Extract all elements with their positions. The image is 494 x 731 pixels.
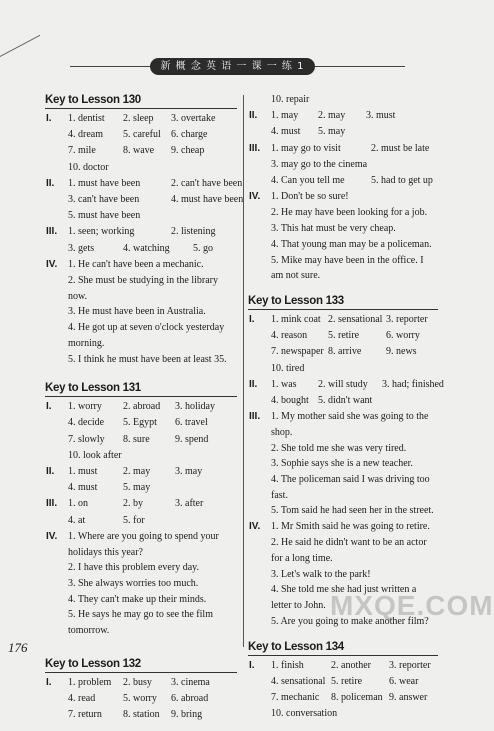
answer-row bbox=[248, 141, 438, 157]
answer-sentence: 3. Let's walk to the park! bbox=[271, 568, 371, 580]
exercise-number bbox=[248, 582, 271, 613]
answer-row bbox=[45, 560, 237, 576]
answer-row bbox=[248, 441, 438, 457]
answer-row bbox=[45, 143, 237, 159]
answer-item: 3. may bbox=[175, 466, 203, 478]
exercise-number: II. bbox=[46, 466, 55, 478]
answer-item: 4. dream bbox=[68, 129, 103, 141]
exercise-number bbox=[248, 456, 271, 472]
answer-item: 1. worry bbox=[68, 401, 102, 413]
exercise-number bbox=[248, 237, 271, 253]
answer-sentence: 4. He got up at seven o'clock yesterday morning. bbox=[68, 322, 225, 349]
exercise-number bbox=[248, 344, 271, 360]
answer-sentence: 2. She told me she was very tired. bbox=[271, 442, 407, 454]
answer-item: 1. on bbox=[68, 498, 88, 510]
answer-row bbox=[248, 108, 438, 124]
page-corner-line bbox=[0, 35, 40, 107]
answer-row bbox=[248, 393, 438, 409]
answer-sentence: 1. My mother said she was going to the shop. bbox=[271, 411, 429, 438]
answer-row bbox=[45, 176, 243, 192]
exercise-number bbox=[45, 160, 68, 176]
answer-row bbox=[45, 320, 237, 351]
answer-item: 9. answer bbox=[389, 691, 428, 703]
exercise-number: III. bbox=[46, 498, 58, 510]
answer-item: 5. must have been bbox=[68, 210, 141, 222]
answer-row bbox=[45, 496, 237, 512]
answer-item: 4. bought bbox=[271, 394, 309, 406]
answer-item: 8. policeman bbox=[331, 691, 383, 703]
answer-row bbox=[45, 208, 237, 224]
answer-sentence: 2. I have this problem every day. bbox=[68, 562, 199, 574]
answer-row bbox=[45, 513, 237, 529]
answer-item: 4. sensational bbox=[271, 675, 326, 687]
header-rule-right bbox=[315, 66, 405, 67]
answer-row bbox=[248, 519, 438, 535]
exercise-number: IV. bbox=[249, 521, 261, 533]
answer-item: 9. news bbox=[386, 346, 417, 358]
lesson-key-title: Key to Lesson 131 bbox=[45, 381, 237, 397]
answer-row bbox=[45, 607, 237, 638]
answer-item: 2. busy bbox=[123, 676, 152, 688]
answer-item: 8. station bbox=[123, 709, 160, 721]
answer-row bbox=[45, 707, 237, 723]
answer-item: 3. cinema bbox=[171, 676, 210, 688]
answer-sentence: 5. I think he must have been at least 35. bbox=[68, 353, 227, 365]
answer-item: 4. must have been bbox=[171, 194, 244, 206]
lesson-key-title: Key to Lesson 130 bbox=[45, 93, 237, 109]
answer-item: 1. must have been bbox=[68, 177, 141, 189]
exercise-number: I. bbox=[249, 313, 255, 325]
answer-row bbox=[45, 448, 237, 464]
lesson-key-title: Key to Lesson 134 bbox=[248, 640, 438, 656]
answer-section bbox=[248, 294, 444, 630]
answer-sentence: 1. Don't be so sure! bbox=[271, 191, 349, 203]
answer-item: 8. arrive bbox=[328, 346, 362, 358]
answer-row bbox=[248, 409, 438, 440]
answer-sentence: 4. The policeman said I was driving too fast. bbox=[271, 473, 430, 501]
page-number: 176 bbox=[8, 640, 28, 655]
answer-item: 6. abroad bbox=[171, 693, 209, 704]
answer-row bbox=[248, 328, 438, 344]
answer-row bbox=[45, 224, 237, 240]
watermark: MXQE.COM bbox=[330, 590, 494, 621]
exercise-number bbox=[45, 273, 68, 304]
exercise-number bbox=[248, 253, 271, 284]
answer-row bbox=[45, 576, 237, 592]
exercise-number bbox=[248, 535, 271, 566]
exercise-number bbox=[248, 706, 271, 722]
answer-sentence: 4. That young man may be a policeman. bbox=[271, 238, 432, 250]
column-divider bbox=[243, 95, 244, 647]
exercise-number bbox=[45, 560, 68, 576]
answer-row bbox=[45, 160, 237, 176]
exercise-number bbox=[248, 157, 271, 173]
answer-item: 3. overtake bbox=[171, 113, 216, 124]
answer-sentence: 1. Mr Smith said he was going to retire. bbox=[271, 521, 430, 533]
answer-item: 4. watching bbox=[123, 242, 170, 254]
exercise-number bbox=[45, 576, 68, 592]
answer-sentence: 5. Mike may have been in the office. I am not sure. bbox=[271, 254, 424, 282]
exercise-number bbox=[248, 690, 271, 706]
exercise-number: III. bbox=[249, 411, 261, 423]
answer-row bbox=[45, 304, 237, 320]
answer-item: 5. Egypt bbox=[123, 417, 157, 429]
answer-item: 5. retire bbox=[328, 330, 360, 342]
exercise-number bbox=[45, 352, 68, 368]
exercise-number: II. bbox=[249, 110, 258, 122]
exercise-number: I. bbox=[46, 676, 52, 688]
exercise-number bbox=[45, 415, 68, 431]
answer-row bbox=[45, 192, 244, 208]
exercise-number bbox=[45, 320, 68, 351]
answer-item: 4. read bbox=[68, 693, 96, 704]
answer-item: 2. listening bbox=[171, 226, 216, 238]
answer-row bbox=[248, 674, 438, 690]
exercise-number bbox=[248, 205, 271, 221]
answer-item: 1. must bbox=[68, 466, 98, 478]
answer-row bbox=[248, 456, 438, 472]
answer-item: 3. gets bbox=[68, 242, 95, 254]
answer-item: 3. holiday bbox=[175, 401, 215, 413]
header-band: 新 概 念 英 语 一 课 一 练 1 bbox=[150, 58, 315, 75]
answer-item: 5. may bbox=[123, 482, 151, 494]
answer-section bbox=[248, 92, 438, 284]
answer-row bbox=[45, 273, 237, 304]
answer-row bbox=[248, 173, 438, 189]
answer-row bbox=[248, 706, 438, 722]
exercise-number bbox=[45, 432, 68, 448]
answer-item: 3. must bbox=[366, 110, 396, 122]
answer-item: 2. sleep bbox=[123, 113, 154, 124]
answer-item: 9. cheap bbox=[171, 145, 205, 157]
answer-item: 4. Can you tell me bbox=[271, 175, 345, 187]
answer-row bbox=[45, 675, 237, 691]
answer-sentence: 2. She must be studying in the library now. bbox=[68, 275, 218, 302]
answer-section bbox=[248, 640, 438, 723]
exercise-number bbox=[248, 361, 271, 377]
exercise-number bbox=[248, 328, 271, 344]
answer-item: 4. decide bbox=[68, 417, 105, 429]
answer-item: 6. charge bbox=[171, 129, 208, 141]
answer-item: 3. reporter bbox=[389, 659, 431, 671]
header-rule-left bbox=[70, 66, 150, 67]
answer-row bbox=[248, 189, 438, 205]
answer-row bbox=[248, 567, 438, 583]
lesson-key-title: Key to Lesson 132 bbox=[45, 657, 237, 673]
exercise-number bbox=[248, 393, 271, 409]
answer-section bbox=[45, 657, 237, 724]
exercise-number bbox=[45, 208, 68, 224]
answer-item: 10. conversation bbox=[271, 708, 338, 720]
answer-row bbox=[248, 312, 438, 328]
exercise-number bbox=[248, 92, 271, 108]
answer-sentence: 2. He said he didn't want to be an actor for a long time. bbox=[271, 537, 427, 564]
exercise-number bbox=[248, 674, 271, 690]
lesson-key-title: Key to Lesson 133 bbox=[248, 294, 438, 310]
answer-item: 1. problem bbox=[68, 676, 112, 688]
answer-sentence: 3. She always worries too much. bbox=[68, 577, 199, 589]
answer-row bbox=[248, 221, 438, 237]
answer-item: 5. for bbox=[123, 514, 145, 526]
answer-item: 9. spend bbox=[175, 433, 209, 445]
answer-item: 6. wear bbox=[389, 675, 419, 687]
exercise-number bbox=[45, 592, 68, 608]
answer-row bbox=[248, 377, 444, 393]
answer-item: 2. abroad bbox=[123, 401, 161, 413]
answer-item: 5. didn't want bbox=[318, 394, 373, 406]
exercise-number bbox=[45, 192, 68, 208]
answer-row bbox=[248, 92, 438, 108]
answer-item: 5. had to get up bbox=[371, 175, 433, 187]
exercise-number bbox=[45, 127, 68, 143]
exercise-number: III. bbox=[249, 142, 261, 154]
answer-item: 5. go bbox=[193, 242, 213, 254]
answer-item: 10. look after bbox=[68, 449, 122, 461]
exercise-number bbox=[45, 143, 68, 159]
answer-row bbox=[45, 592, 237, 608]
exercise-number bbox=[248, 441, 271, 457]
answer-item: 3. can't have been bbox=[68, 194, 140, 206]
answer-item: 2. can't have been bbox=[171, 177, 243, 189]
answer-row bbox=[248, 205, 438, 221]
answer-row bbox=[248, 535, 438, 566]
answer-row bbox=[248, 237, 438, 253]
answer-row bbox=[248, 472, 438, 503]
exercise-number bbox=[45, 448, 68, 464]
answer-row bbox=[248, 658, 438, 674]
answer-item: 6. travel bbox=[175, 417, 208, 429]
answer-item: 8. sure bbox=[123, 433, 150, 445]
answer-item: 4. must bbox=[271, 126, 301, 138]
exercise-number: II. bbox=[46, 177, 55, 189]
answer-row bbox=[45, 111, 237, 127]
answer-sentence: 5. Tom said he had seen her in the street. bbox=[271, 505, 434, 517]
exercise-number bbox=[248, 614, 271, 630]
answer-item: 4. at bbox=[68, 514, 86, 526]
answer-row bbox=[45, 415, 237, 431]
answer-item: 1. was bbox=[271, 378, 297, 390]
exercise-number: II. bbox=[249, 378, 258, 390]
answer-item: 3. reporter bbox=[386, 313, 428, 325]
answer-row bbox=[45, 257, 237, 273]
answer-item: 2. may bbox=[318, 110, 346, 122]
answer-item: 7. return bbox=[68, 709, 102, 721]
answer-item: 7. mile bbox=[68, 145, 96, 157]
answer-item: 4. reason bbox=[271, 330, 308, 342]
exercise-number bbox=[45, 691, 68, 707]
answer-row bbox=[45, 691, 237, 707]
answer-item: 2. by bbox=[123, 498, 143, 510]
answer-row bbox=[45, 529, 237, 560]
exercise-number: IV. bbox=[249, 191, 261, 203]
answer-item: 3. may go to the cinema bbox=[271, 158, 368, 170]
answer-item: 7. newspaper bbox=[271, 346, 324, 358]
exercise-number bbox=[45, 480, 68, 496]
answer-item: 6. worry bbox=[386, 330, 420, 342]
answer-sentence: 5. He says he may go to see the film tomorrow. bbox=[68, 609, 213, 637]
answer-item: 3. after bbox=[175, 498, 204, 510]
answer-item: 4. must bbox=[68, 482, 98, 494]
exercise-number: I. bbox=[249, 659, 255, 671]
answer-item: 8. wave bbox=[123, 145, 155, 157]
answer-item: 9. bring bbox=[171, 709, 203, 721]
answer-item: 2. must be late bbox=[371, 142, 430, 154]
answer-row bbox=[248, 690, 438, 706]
answer-sentence: 3. He must have been in Australia. bbox=[68, 306, 206, 318]
exercise-number bbox=[45, 607, 68, 638]
exercise-number bbox=[45, 513, 68, 529]
answer-sentence: 1. He can't have been a mechanic. bbox=[68, 258, 204, 270]
answer-item: 5. worry bbox=[123, 693, 157, 704]
answer-row bbox=[248, 503, 438, 519]
exercise-number bbox=[248, 173, 271, 189]
answer-item: 1. finish bbox=[271, 659, 304, 671]
answer-row bbox=[45, 352, 237, 368]
answer-row bbox=[45, 464, 237, 480]
answer-sentence: 4. She told me she had just written a letter to John. bbox=[271, 584, 417, 612]
exercise-number bbox=[248, 124, 271, 140]
exercise-number bbox=[248, 472, 271, 503]
answer-item: 5. may bbox=[318, 126, 346, 138]
answer-item: 1. dentist bbox=[68, 113, 105, 124]
answer-sentence: 3. Sophie says she is a new teacher. bbox=[271, 458, 413, 470]
answer-item: 5. careful bbox=[123, 129, 161, 141]
answer-sentence: 5. Are you going to make another film? bbox=[271, 615, 429, 627]
answer-item: 1. may go to visit bbox=[271, 142, 341, 154]
answer-item: 1. may bbox=[271, 110, 299, 122]
answer-item: 10. tired bbox=[271, 362, 305, 374]
exercise-number: III. bbox=[46, 226, 58, 238]
answer-sentence: 2. He may have been looking for a job. bbox=[271, 207, 428, 219]
answer-item: 5. retire bbox=[331, 675, 363, 687]
answer-section bbox=[45, 381, 237, 639]
answer-row bbox=[248, 361, 438, 377]
answer-item: 7. mechanic bbox=[271, 691, 320, 703]
exercise-number bbox=[248, 221, 271, 237]
answer-item: 10. doctor bbox=[68, 161, 109, 173]
answer-sentence: 3. This hat must be very cheap. bbox=[271, 223, 396, 235]
exercise-number: IV. bbox=[46, 258, 58, 270]
exercise-number bbox=[45, 707, 68, 723]
answer-row bbox=[248, 157, 438, 173]
answer-row bbox=[45, 241, 237, 257]
answer-item: 3. had; finished bbox=[382, 378, 444, 390]
exercise-number: I. bbox=[46, 401, 52, 413]
answer-item: 2. another bbox=[331, 659, 371, 671]
exercise-number: IV. bbox=[46, 530, 58, 542]
answer-sentence: 1. Where are you going to spend your holidays this year? bbox=[68, 530, 219, 558]
answer-row bbox=[248, 124, 438, 140]
right-column bbox=[248, 92, 444, 730]
answer-row bbox=[45, 127, 237, 143]
answer-row bbox=[248, 344, 438, 360]
answer-item: 2. sensational bbox=[328, 313, 383, 325]
answer-item: 2. will study bbox=[318, 378, 368, 390]
answer-row bbox=[45, 432, 237, 448]
answer-item: 7. slowly bbox=[68, 433, 105, 445]
exercise-number: I. bbox=[46, 113, 52, 124]
answer-item: 2. may bbox=[123, 466, 151, 478]
exercise-number bbox=[45, 304, 68, 320]
answer-section bbox=[45, 93, 244, 367]
answer-item: 1. seen; working bbox=[68, 226, 135, 238]
answer-item: 1. mink coat bbox=[271, 313, 321, 325]
exercise-number bbox=[248, 503, 271, 519]
answer-row bbox=[248, 253, 438, 284]
exercise-number bbox=[45, 241, 68, 257]
answer-sentence: 4. They can't make up their minds. bbox=[68, 593, 207, 605]
exercise-number bbox=[248, 567, 271, 583]
answer-row bbox=[45, 399, 237, 415]
answer-item: 10. repair bbox=[271, 94, 310, 105]
answer-row bbox=[45, 480, 237, 496]
left-column bbox=[45, 93, 244, 731]
